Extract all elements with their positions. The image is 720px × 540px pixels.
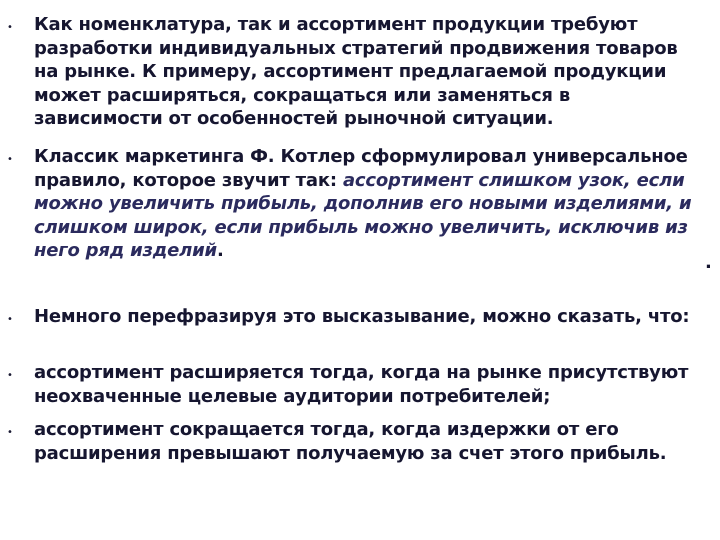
bullet-marker: • <box>7 154 13 165</box>
bullet-text: ассортимент сокращается тогда, когда издержки от его расширения превышают получаемую за счет этого прибыль. <box>34 419 667 464</box>
bullet-text: Как номенклатура, так и ассортимент продукции требуют разработки индивидуальных стратегий продвижения товаров на рынке. К примеру, ассортимент предлагаемой продукции может расширяться, сокращаться или заменяться в зависимости от особенностей рыночной ситуации. <box>34 14 678 129</box>
bullet-marker: • <box>7 22 13 33</box>
bullet-text: Немного перефразируя это высказывание, можно сказать, что: <box>34 306 690 327</box>
quote-period: . <box>216 240 224 261</box>
kotler-quote: ассортимент слишком узок, если можно увеличить прибыль, дополнив его новыми изделиями, и слишком широк, если прибыль можно увеличить, исключив из него ряд изделий <box>34 169 692 261</box>
bullet-marker: • <box>7 370 13 381</box>
stray-period-mark: . <box>705 252 712 273</box>
bullet-text: Классик маркетинга Ф. Котлер сформулировал универсальное правило, которое звучит так: <box>34 146 688 191</box>
bullet-text: ассортимент расширяется тогда, когда на рынке присутствуют неохваченные целевые аудитории потребителей; <box>34 362 689 407</box>
bullet-marker: • <box>7 427 13 438</box>
bullet-marker: • <box>7 314 13 325</box>
bullet-text-with-quote <box>34 145 704 263</box>
